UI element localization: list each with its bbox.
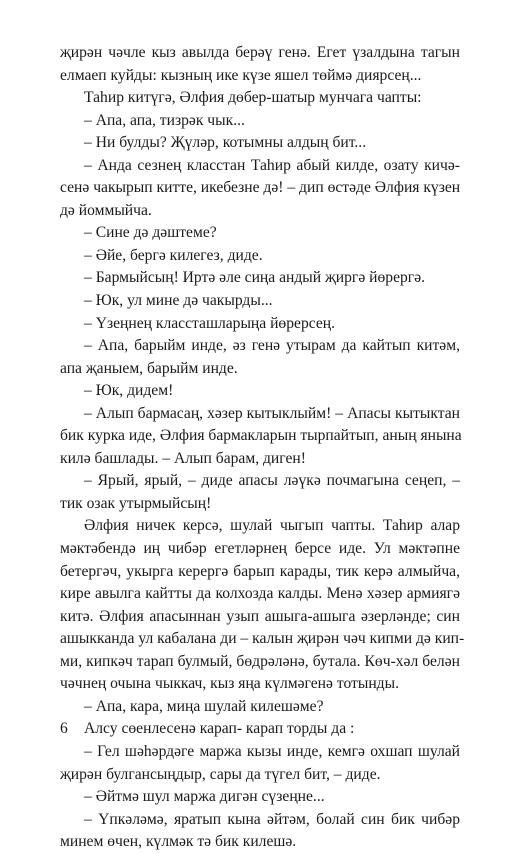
- text-line: – Бармыйсың! Иртә әле сиңа андый җиргә йөрергә.: [84, 269, 426, 287]
- text-line: – Ярый, ярый, – диде апасы ләүкә почмагына сеңеп, –: [84, 472, 460, 490]
- text-line: – Сине дә дәштеме?: [84, 224, 217, 242]
- text-line: сенә чакырып китте, икебезне дә! – дип өстәде Әлфия күзен: [60, 179, 461, 197]
- text-line: – Юк, ул мине дә чакырды...: [84, 292, 273, 310]
- text-line: Алсу сөенлесенә карап- карап торды да :: [84, 720, 355, 738]
- body-text: [60, 42, 465, 854]
- text-line: – Үзеңнең классташларыңа йөрерсең.: [84, 314, 336, 332]
- text-line: минем өчен, күлмәк тә бик килешә.: [60, 833, 297, 851]
- text-line: китә. Әлфия апасыннан узып ашыга-ашыга әзерләнде; син: [60, 607, 460, 625]
- text-line: тик озак утырмыйсың!: [60, 494, 212, 512]
- text-line: мәктәбендә иң чибәр егетләрнең берсе иде. Ул мәктәпне: [60, 540, 460, 558]
- text-line: – Ни булды? Җүләр, котымны алдың бит...: [84, 134, 367, 152]
- text-line: бик курка иде, Әлфия бармакларын тырпайтып, аның янына: [60, 427, 462, 445]
- text-line: Таһир китүгә, Әлфия дөбер-шатыр мунчага чапты:: [84, 89, 422, 107]
- text-line: – Юк, дидем!: [84, 382, 174, 400]
- page-number: 6: [60, 720, 68, 737]
- text-line: килә башлады. – Алып барам, диген!: [60, 449, 306, 467]
- text-line: – Апа, барыйм инде, әз генә утырам да кайтып китәм,: [84, 337, 460, 355]
- text-line: – Алып бармасаң, хәзер кытыклыйм! – Апасы кытыктан: [84, 404, 460, 422]
- text-line: – Әйтмә шул маржа дигән сүзеңне...: [84, 788, 325, 806]
- text-line: дә йоммыйча.: [60, 201, 152, 219]
- text-line: Әлфия ничек керсә, шулай чыгып чапты. Таһир алар: [84, 517, 460, 535]
- text-line: ми, кипкәч тарап булмый, бөдрәләнә, бутала. Көч-хәл белән: [60, 652, 460, 670]
- text-line: җирән чәчле кыз авылда берәү генә. Егет үзалдына тагын: [60, 44, 460, 61]
- text-line: – Әйе, бергә килегез, диде.: [84, 246, 263, 264]
- text-line: ашыкканда ул кабалана ди – калын җирән чәч кипми дә кип-: [60, 630, 465, 648]
- text-line: – Үпкәләмә, яратып кына әйтәм, болай син бик чибәр: [84, 810, 460, 828]
- text-line: кире авылга кайтты да колхозда калды. Менә хәзер армиягә: [60, 585, 460, 603]
- text-line: җирән булгансыңдыр, сары да түгел бит, – диде.: [60, 765, 381, 783]
- text-line: елмаеп куйды: кызның ике күзе яшел төймә диярсең...: [60, 66, 422, 84]
- text-line: – Апа, кара, миңа шулай килешәме?: [84, 697, 324, 715]
- text-line: – Анда сезнең класстан Таһир абый килде, озату кичә-: [84, 156, 460, 174]
- text-line: апа җаныем, барыйм инде.: [60, 359, 238, 377]
- text-line: чәчнең очына чыккач, кыз яңа күлмәгенә тотынды.: [60, 675, 399, 693]
- text-line: бетергәч, укырга керергә барып карады, тик керә алмыйча,: [60, 562, 460, 580]
- text-line: – Апа, апа, тизрәк чык...: [84, 111, 245, 129]
- text-line: – Гел шәһәрдәге маржа кызы инде, кемгә охшап шулай: [84, 742, 460, 760]
